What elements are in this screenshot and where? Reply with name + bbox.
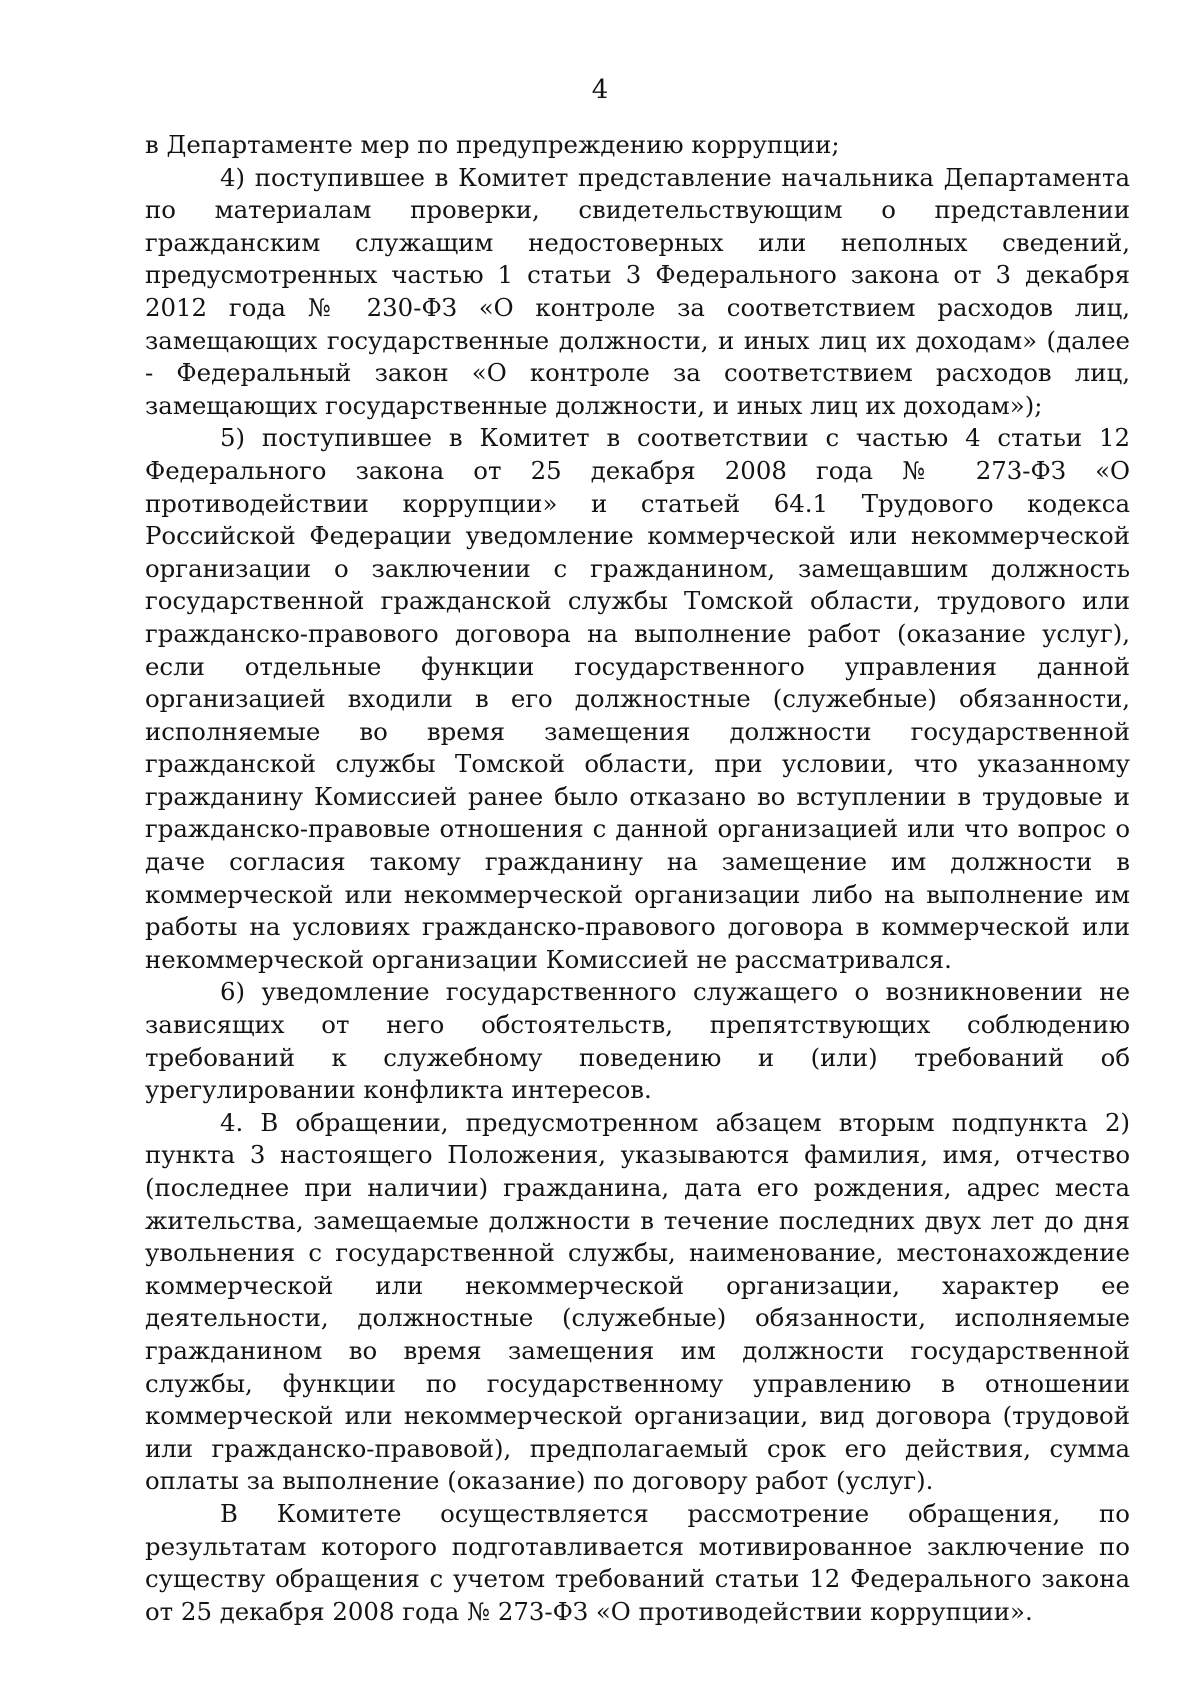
paragraph-continuation: в Департаменте мер по предупреждению коррупции; — [145, 130, 840, 159]
paragraph-point-4: 4. В обращении, предусмотренном абзацем вторым подпункта 2) пункта 3 настоящего Положения, указываются фамилия, имя, отчество (последнее при наличии) гражданина, дата его рождения, адрес места жительства, замещаемые должности в течение последних двух лет до дня увольнения с государственной службы, наименование, местонахождение коммерческой или некоммерческой организации, характер ее деятельности, должностные (служебные) обязанности, исполняемые гражданином во время замещения им должности государственной службы, функции по государственному управлению в отношении коммерческой или некоммерческой организации, вид договора (трудовой или гражданско-правовой), предполагаемый срок его действия, сумма оплаты за выполнение (оказание) по договору работ (услуг). — [145, 1107, 1130, 1496]
paragraph-item-6: 6) уведомление государственного служащего о возникновении не зависящих от него обстоятельств, препятствующих соблюдению требований к служебному поведению и (или) требований об урегулировании конфликта интересов. — [145, 977, 1130, 1105]
paragraph-committee-review: В Комитете осуществляется рассмотрение обращения, по результатам которого подготавливается мотивированное заключение по существу обращения с учетом требований статьи 12 Федерального закона от 25 декабря 2008 года № 273-ФЗ «О противодействии коррупции». — [145, 1498, 1130, 1626]
paragraph-item-5: 5) поступившее в Комитет в соответствии с частью 4 статьи 12 Федерального закона от 25 декабря 2008 года № 273-ФЗ «О противодействии коррупции» и статьей 64.1 Трудового кодекса Российской Федерации уведомление коммерческой или некоммерческой организации о заключении с гражданином, замещавшим должность государственной гражданской службы Томской области, трудового или гражданско-правового договора на выполнение работ (оказание услуг), если отдельные функции государственного управления данной организацией входили в его должностные (служебные) обязанности, исполняемые во время замещения должности государственной гражданской службы Томской области, при условии, что указанному гражданину Комиссией ранее было отказано во вступлении в трудовые и гражданско-правовые отношения с данной организацией или что вопрос о даче согласия такому гражданину на замещение им должности в коммерческой или некоммерческой организации либо на выполнение им работы на условиях гражданско-правового договора в коммерческой или некоммерческой организации Комиссией не рассматривался. — [145, 423, 1130, 974]
document-body — [145, 129, 1130, 1628]
page-number: 4 — [591, 75, 609, 105]
paragraph-item-4: 4) поступившее в Комитет представление начальника Департамента по материалам проверки, свидетельствующим о представлении гражданским служащим недостоверных или неполных сведений, предусмотренных частью 1 статьи 3 Федерального закона от 3 декабря 2012 года № 230-ФЗ «О контроле за соответствием расходов лиц, замещающих государственные должности, и иных лиц их доходам» (далее - Федеральный закон «О контроле за соответствием расходов лиц, замещающих государственные должности, и иных лиц их доходам»); — [145, 162, 1130, 420]
